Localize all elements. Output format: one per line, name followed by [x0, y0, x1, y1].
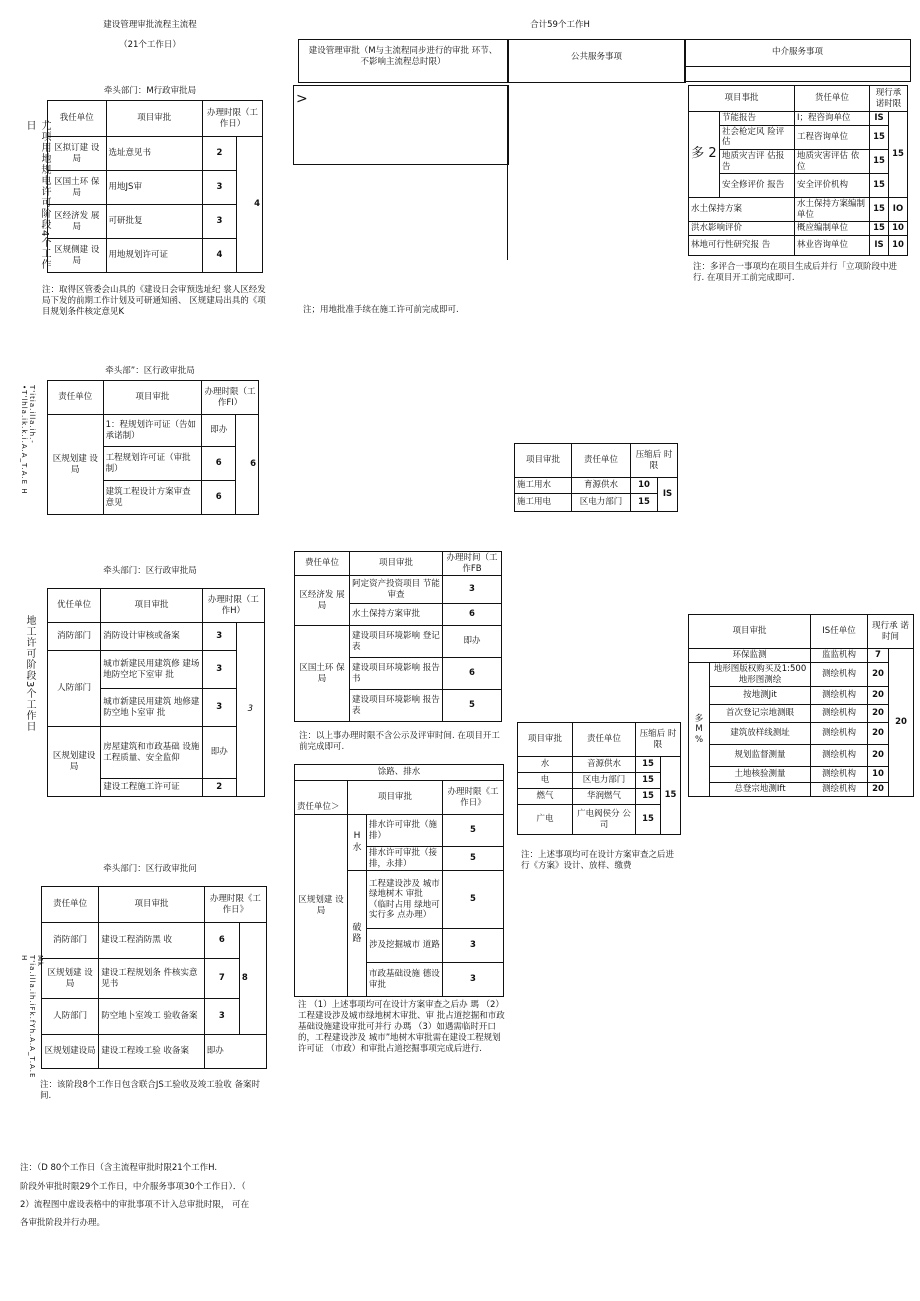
header-col3-text: 中介服务事项	[771, 47, 823, 57]
pub1-unit: 区电力部门	[572, 494, 631, 512]
stage3-days: 3	[202, 651, 236, 689]
pub1-table	[514, 443, 678, 512]
arrow-icon: >	[296, 91, 308, 107]
table-row	[518, 773, 681, 789]
header-col1-text: 建设管理审批（M与主流程同步进行的审批 环节、不影响主流程总时限）	[308, 46, 498, 68]
stage2-total: 6	[236, 415, 259, 515]
stage1-days: 3	[203, 171, 237, 205]
stage1-item: 用地规划许可证	[106, 239, 203, 273]
stage2-days: 6	[202, 447, 236, 481]
agency2-unit: 监监机构	[811, 649, 868, 663]
agency1-extra: 10	[889, 236, 908, 256]
pub2-total: 15	[661, 757, 681, 835]
main-flow-title: 建设管理审批流程主流程	[103, 20, 197, 30]
mid2-item: 建设项目环境影响 报告表	[350, 690, 443, 722]
placeholder-box	[293, 85, 509, 165]
table-row	[48, 415, 259, 447]
agency1-days: IS	[870, 112, 889, 126]
agency2-unit: 测绘机构	[811, 783, 868, 797]
stage4-unit: 消防部门	[42, 923, 99, 959]
agency2-days: 20	[868, 745, 889, 767]
mid2-header-unit: 费任单位	[295, 552, 350, 576]
table-row	[689, 767, 914, 783]
mid3-note: 注 （1）上述事项均可在设计方案审查之后办 瑪 （2）工程建设涉及城市绿地树木审批、审 批占道挖掘和市政基础设施建设审批可并行 办瑪 （3）如遇需临时开口的，工程建设涉及 城市”地树木审批需在建设工程规划许可证 （市政）和审批占道挖掘事项完成后进行.	[298, 1000, 505, 1055]
agency2-header-days: 现行承 诺时间	[868, 615, 914, 649]
mid2-header-item: 项目审批	[350, 552, 443, 576]
pub2-days: 15	[636, 757, 661, 773]
stage3-days: 2	[202, 779, 236, 797]
agency1-item: 社会枪定风 险评估	[720, 125, 795, 149]
mid2-header-days: 办理时间（工作FB	[443, 552, 502, 576]
agency2-days: 20	[868, 687, 889, 705]
mid3-header-unit: 责任单位＞	[295, 781, 348, 815]
table-row	[42, 923, 267, 959]
agency1-days: 15	[870, 222, 889, 236]
mid3-days: 5	[443, 871, 504, 929]
stage1-item: 可研批复	[106, 205, 203, 239]
agency1-extra: 10	[889, 222, 908, 236]
footnote-line1: 注：（D 80个工作日（含主流程审批时限21个工作H.	[20, 1163, 218, 1173]
pub1-header-days: 压缩后 时限	[631, 444, 678, 478]
agency2-item: 建筑放样线测址	[710, 723, 811, 745]
agency1-header-unit: 货任单位	[795, 86, 870, 112]
table-row	[689, 174, 908, 198]
pub2-item: 广电	[518, 805, 573, 835]
stage3-days: 即办	[202, 727, 236, 779]
stage4-days: 3	[204, 999, 239, 1035]
agency2-header-item: 项目审批	[689, 615, 811, 649]
stage1-total: 4	[236, 137, 262, 273]
pub2-table	[517, 722, 681, 835]
header-col3-sub	[684, 65, 911, 82]
stage3-item: 消防设计审核或备案	[101, 623, 202, 651]
stage2-vertical-label: T'itia.illa.ih.-•T'lhla.ik.k.i.A.A_T.A.E H	[20, 385, 36, 495]
stage4-header-item: 项目审批	[99, 887, 204, 923]
stage1-header-days: 办理时限（工作日）	[203, 101, 263, 137]
table-row	[689, 222, 908, 236]
agency1-item: 地质灾吉评 估报告	[720, 149, 795, 173]
stage3-unit: 区规划建设 局	[48, 727, 101, 797]
agency1-table	[688, 85, 908, 256]
agency1-note: 注：多评合一事项均在项目生成后并行「立项阶段中进行. 在项目开工前完成即可.	[693, 262, 898, 284]
agency2-unit: 测绘机构	[811, 767, 868, 783]
agency2-item: 首次登记宗地测眼	[710, 705, 811, 723]
mid3-item: 工程建设涉及 城市绿地树木 审批 （临时占用 绿地可实行多 点办理）	[367, 871, 443, 929]
stage3-header-days: 办理时限（工作H）	[202, 589, 264, 623]
agency1-side: 多 2	[689, 112, 720, 198]
stage2-lead: 牵头部”：区行政审批局	[105, 366, 195, 376]
stage3-header-item: 项目审批	[101, 589, 202, 623]
stage1-note: 注：取得区管委会山具的《建设日会审预选址纪 裳人区经发局下发的前期工作计划及可研通知函、 区规建局出具的《项目规划条件核定意见K	[42, 285, 266, 318]
stage4-item: 建设工程竣工验 收备案	[99, 1035, 204, 1069]
table-row	[689, 783, 914, 797]
table-row	[689, 745, 914, 767]
agency1-days: 15	[870, 198, 889, 222]
table-row	[48, 171, 263, 205]
stage1-unit: 区规侧建 设局	[48, 239, 107, 273]
main-flow-days: （21个工作日）	[119, 40, 181, 50]
pub2-unit: 音源供水	[573, 757, 636, 773]
agency1-item: 安全修评价 报告	[720, 174, 795, 198]
stage3-total: 3	[236, 623, 264, 797]
mid3-days: 5	[443, 847, 504, 871]
pub2-days: 15	[636, 773, 661, 789]
pub1-total: IS	[658, 478, 678, 512]
agency2-unit: 测绘机构	[811, 745, 868, 767]
header-col1	[298, 39, 509, 83]
mid2-days: 6	[443, 658, 502, 690]
stage2-days: 即办	[202, 415, 236, 447]
stage4-item: 建设工程消防黑 收	[99, 923, 204, 959]
table-row	[48, 727, 265, 779]
stage4-days: 6	[204, 923, 239, 959]
pub2-item: 燃气	[518, 789, 573, 805]
mid3-table	[294, 764, 504, 997]
stage4-lead: 牵头部门：区行政审批问	[103, 864, 197, 874]
table-row	[48, 137, 263, 171]
agency1-unit: 概应编制单位	[795, 222, 870, 236]
pub1-item: 施工用水	[515, 478, 572, 494]
table-row	[518, 757, 681, 773]
pub1-item: 施工用电	[515, 494, 572, 512]
stage1-item: 用地JS审	[106, 171, 203, 205]
agency1-item: 洪水影响评价	[689, 222, 795, 236]
table-row	[295, 626, 502, 658]
stage3-item: 城市新建民用建筑 地修建防空地卜室审 批	[101, 689, 202, 727]
stage1-item: 选址意见书	[106, 137, 203, 171]
pub1-days: 10	[631, 478, 658, 494]
stage1-unit: 区经济发 展局	[48, 205, 107, 239]
agency2-item: 土地核验测量	[710, 767, 811, 783]
stage3-vertical-label: 地工许可阶段3个工作日	[24, 615, 35, 733]
mid3-title: 馀路、排水	[295, 765, 504, 781]
agency1-days: 15	[870, 174, 889, 198]
agency2-days: 20	[868, 723, 889, 745]
agency1-extra: IO	[889, 198, 908, 222]
table-row	[295, 815, 504, 847]
agency1-item: 水土保持方案	[689, 198, 795, 222]
mid2-table	[294, 551, 502, 722]
stage3-unit: 人防部门	[48, 651, 101, 727]
mid3-days: 5	[443, 815, 504, 847]
agency2-days: 20	[868, 705, 889, 723]
table-row	[689, 705, 914, 723]
stage1-unit: 区拟订建 设局	[48, 137, 107, 171]
pub2-item: 水	[518, 757, 573, 773]
agency2-header-unit: IS任单位	[811, 615, 868, 649]
mid3-days: 3	[443, 929, 504, 963]
stage4-table	[41, 886, 267, 1069]
stage2-header-unit: 责任单位	[48, 381, 104, 415]
table-row	[689, 125, 908, 149]
pub2-note: 注：上述事项均可在设计方案审查之后进行《方案》设计、放样、缴费	[521, 850, 675, 872]
mid2-days: 6	[443, 604, 502, 626]
agency1-header-days: 现行承诺时限	[870, 86, 908, 112]
pub1-header-unit: 责任单位	[572, 444, 631, 478]
stage3-table	[47, 588, 265, 797]
header-col2-text: 公共服务事项	[570, 52, 622, 62]
stage4-unit: 区规划建设局	[42, 1035, 99, 1069]
pub1-days: 15	[631, 494, 658, 512]
mid2-unit: 区经济发 展局	[295, 576, 350, 626]
agency2-unit: 测绘机构	[811, 663, 868, 687]
stage2-days: 6	[202, 481, 236, 515]
mid3-item: 排水许可审批（接排，永排）	[367, 847, 443, 871]
stage4-days: 即办	[204, 1035, 266, 1069]
pub2-header-days: 压缩后 时限	[636, 723, 681, 757]
agency2-unit: 测绘机构	[811, 705, 868, 723]
agency1-item: 林地可行性研究报 告	[689, 236, 795, 256]
table-row	[42, 999, 267, 1035]
table-row	[689, 723, 914, 745]
header-col2	[507, 39, 686, 83]
stage2-header-days: 办理时限（工作FI）	[202, 381, 259, 415]
mid2-unit: 区国土环 保局	[295, 626, 350, 722]
mid2-days: 3	[443, 576, 502, 604]
mid2-note: 注：以上事办理时限不含公示及评审时间. 在项目开工前完成即可.	[299, 731, 500, 753]
stage4-header-days: 办理时限《工作日》	[204, 887, 266, 923]
table-row	[689, 112, 908, 126]
table-row	[689, 149, 908, 173]
table-row	[518, 789, 681, 805]
stage1-vertical-label: 尤项用地规电许可阶段4个工作日	[24, 120, 50, 271]
pub2-unit: 广电阀侯分 公司	[573, 805, 636, 835]
stage4-total: 8	[239, 923, 266, 1035]
agency1-unit: 地质灾害评估 依位	[795, 149, 870, 173]
agency1-unit: 工程咨询单位	[795, 125, 870, 149]
footnote-line2: 阶段外审批时限29个工作日，中介服务事项30个工作日）．（	[20, 1182, 246, 1192]
agency1-days: IS	[870, 236, 889, 256]
stage4-unit: 人防部门	[42, 999, 99, 1035]
agency1-header-item: 项目事批	[689, 86, 795, 112]
mid2-days: 5	[443, 690, 502, 722]
stage3-days: 3	[202, 623, 236, 651]
mid3-header-days: 办理时限《工作日》	[443, 781, 504, 815]
stage4-days: 7	[204, 959, 239, 999]
mid3-unit: 区规划建 设局	[295, 815, 348, 997]
agency1-unit: 安全评价机构	[795, 174, 870, 198]
mid3-days: 3	[443, 963, 504, 997]
agency2-side: 多 M %	[689, 663, 710, 797]
footnote-line3: 2）流程图中虚设表格中的审批事项不计入总审批时限， 可在	[20, 1200, 250, 1210]
agency2-item: 环保监测	[689, 649, 811, 663]
stage2-item: 工程规划许可证（审批制）	[103, 447, 201, 481]
pub2-header-item: 项目审批	[518, 723, 573, 757]
table-row	[515, 478, 678, 494]
stage1-days: 3	[203, 205, 237, 239]
mid3-group-drain: H 水	[348, 815, 367, 871]
mid3-item: 市政基础设施 德设审批	[367, 963, 443, 997]
table-row	[48, 651, 265, 689]
table-row	[515, 494, 678, 512]
table-row	[48, 205, 263, 239]
table-row	[295, 576, 502, 604]
mid2-item: 水土保持方案审批	[350, 604, 443, 626]
agency1-unit: 水土保持方案编制单位	[795, 198, 870, 222]
stage2-item: 建筑工程设计方案审查意见	[103, 481, 201, 515]
stage2-item: 1：程规划许可证（告如承诺制）	[103, 415, 201, 447]
stage1-days: 4	[203, 239, 237, 273]
stage3-item: 建设工程施工许可证	[101, 779, 202, 797]
agency2-days: 7	[868, 649, 889, 663]
stage3-item: 房屋建筑和市政基础 设施工程质量、安全监仰	[101, 727, 202, 779]
table-row	[48, 239, 263, 273]
pub2-item: 电	[518, 773, 573, 789]
stage3-item: 城市新建民用建筑修 建场地防空坨下室审 批	[101, 651, 202, 689]
header-col3	[684, 39, 911, 67]
stage1-lead: 牵头部门：M行政审批局	[103, 86, 197, 96]
stage1-header-item: 项目审批	[106, 101, 203, 137]
agency1-item: 节能报告	[720, 112, 795, 126]
stage4-header-unit: 责任单位	[42, 887, 99, 923]
stage4-unit: 区规划建 设局	[42, 959, 99, 999]
agency2-days: 20	[868, 663, 889, 687]
mid3-group-road: 破 路	[348, 871, 367, 997]
footnote-line4: 各审批阶段并行办理。	[20, 1218, 106, 1228]
mid3-header-item: 项目审批	[348, 781, 443, 815]
table-row	[689, 663, 914, 687]
stage4-item: 防空地卜室竣工 验收备案	[99, 999, 204, 1035]
stage2-unit: 区规划建 设局	[48, 415, 104, 515]
agency2-item: 按地测Jit	[710, 687, 811, 705]
stage3-unit: 消防部门	[48, 623, 101, 651]
mid3-item: 排水许可审批（施排）	[367, 815, 443, 847]
stage3-days: 3	[202, 689, 236, 727]
agency2-days: 20	[868, 783, 889, 797]
mid3-item: 涉及挖掘城市 道路	[367, 929, 443, 963]
table-row	[42, 959, 267, 999]
pub2-days: 15	[636, 805, 661, 835]
mid2-item: 建设项目环境影响 报告书	[350, 658, 443, 690]
table-row	[42, 1035, 267, 1069]
stage1-unit: 区国土环 保局	[48, 171, 107, 205]
agency2-days: 10	[868, 767, 889, 783]
stage2-header-item: 项目审批	[103, 381, 201, 415]
agency2-unit: 测绘机构	[811, 687, 868, 705]
stage2-table	[47, 380, 259, 515]
table-row	[689, 236, 908, 256]
stage1-table	[47, 100, 263, 273]
agency1-days: 15	[870, 125, 889, 149]
table-row	[689, 649, 914, 663]
stage4-vertical-label: Mk T'ia.illa.ih.iFk.fYh.A.A_T.A.E H	[20, 955, 44, 1079]
agency2-table	[688, 614, 914, 797]
divider	[507, 85, 508, 260]
agency1-group-total: 15	[889, 112, 908, 198]
agency2-total: 20	[889, 649, 914, 797]
agency1-days: 15	[870, 149, 889, 173]
agency2-unit: 测绘机构	[811, 723, 868, 745]
pub2-unit: 区电力部门	[573, 773, 636, 789]
pub2-header-unit: 责任单位	[573, 723, 636, 757]
mid2-item: 建设项目环境影响 登记表	[350, 626, 443, 658]
stage3-header-unit: 优任单位	[48, 589, 101, 623]
agency2-item: 总登宗地测Ift	[710, 783, 811, 797]
stage1-header-unit: 我任单位	[48, 101, 107, 137]
agency1-unit: 林业咨询单位	[795, 236, 870, 256]
table-row	[689, 687, 914, 705]
mid1-note: 注；用地批准手续在施工许可前完成即可.	[303, 305, 459, 315]
stage1-days: 2	[203, 137, 237, 171]
table-row	[48, 623, 265, 651]
pub1-header-item: 项目审批	[515, 444, 572, 478]
pub2-unit: 华润燃气	[573, 789, 636, 805]
table-row	[518, 805, 681, 835]
stage4-note: 注：该阶段8个工作日包含联合JS工验收及竣工验收 备案时间.	[40, 1080, 261, 1102]
mid2-days: 即办	[443, 626, 502, 658]
agency2-item: 规划监督测量	[710, 745, 811, 767]
stage3-lead: 牵头部门：区行政审批局	[103, 566, 197, 576]
mid2-item: 阿定资产投资项目 节能审查	[350, 576, 443, 604]
agency1-unit: I；程咨询单位	[795, 112, 870, 126]
stage4-item: 建设工程规划条 件核实意见书	[99, 959, 204, 999]
table-row	[689, 198, 908, 222]
pub2-days: 15	[636, 789, 661, 805]
pub1-unit: 育源供水	[572, 478, 631, 494]
agency2-item: 地形图版权购买及1:500地形图测绘	[710, 663, 811, 687]
total-days: 合计59个工作H	[530, 20, 590, 30]
